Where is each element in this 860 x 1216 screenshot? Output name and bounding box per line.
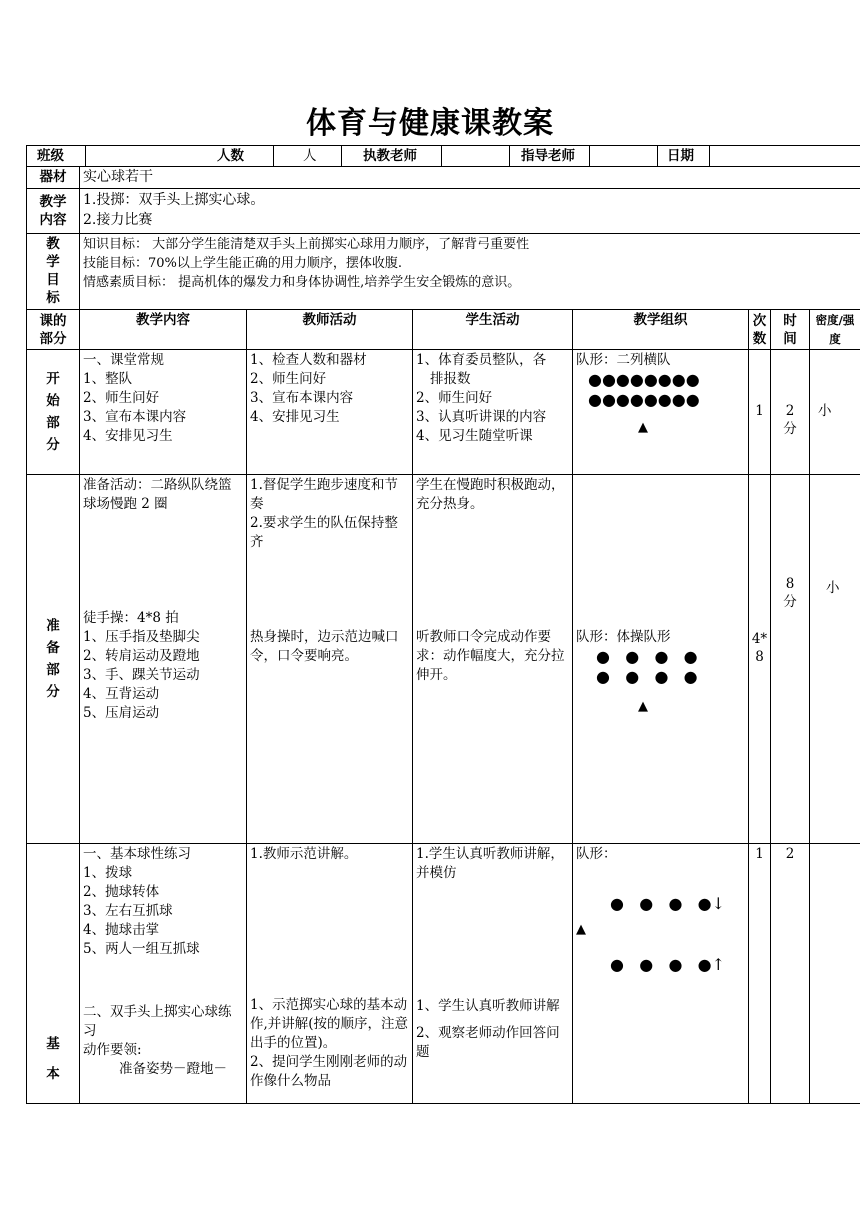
prep-org-row-2: ● ● ● ●	[596, 667, 698, 686]
start-content-1: 一、课堂常规	[83, 352, 164, 368]
basic-content-a-3: 2、抛球转体	[83, 884, 160, 900]
start-teacher-3: 3、宣布本课内容	[250, 390, 354, 406]
start-teacher-marker: ▲	[638, 420, 648, 435]
objective-skill: 技能目标：70%以上学生能正确的用力顺序，摆体收腹.	[83, 256, 403, 271]
start-student-3: 3、认真听讲课的内容	[416, 409, 547, 425]
prep-content-warmup: 准备活动：二路纵队绕篮球场慢跑 2 圈	[83, 477, 232, 512]
prep-content-b-5: 4、互背运动	[83, 686, 160, 702]
header-duration: 时间	[783, 312, 797, 347]
start-student-1b: 排报数	[430, 371, 471, 387]
objectives-row	[27, 234, 860, 310]
header-content: 教学内容	[80, 310, 247, 350]
prep-times: 4*8	[751, 631, 768, 665]
prep-student-b-1: 听教师口令完成动作要求：动作幅度大，充分拉伸开。	[416, 629, 565, 683]
basic-content-a-4: 3、左右互抓球	[83, 903, 173, 919]
basic-content-b-2: 动作要领:	[83, 1042, 142, 1058]
count-unit: 人	[303, 148, 317, 164]
start-teacher-4: 4、安排见习生	[250, 409, 340, 425]
start-teacher-1: 1、检查人数和器材	[250, 352, 367, 368]
equipment-value: 实心球若干	[80, 167, 860, 189]
prep-org-row-1: ● ● ● ●	[596, 647, 698, 666]
content-label: 教学内容	[39, 194, 67, 228]
content-item-2: 2.接力比赛	[83, 212, 153, 228]
section-basic-name: 基本	[46, 1036, 60, 1082]
basic-student-b-2: 2、观察老师动作回答问题	[416, 1025, 560, 1060]
start-org-row-1: ●●●●●●●●	[588, 370, 700, 389]
basic-duration: 2	[771, 844, 810, 1104]
header-intensity: 密度/强度	[815, 312, 855, 346]
equipment-row	[27, 167, 860, 189]
basic-content-a-5: 4、抛球击掌	[83, 922, 160, 938]
start-content-4: 3、宣布本课内容	[83, 409, 187, 425]
objective-emotion: 情感素质目标： 提高机体的爆发力和身体协调性,培养学生安全锻炼的意识。	[83, 275, 521, 290]
info-row	[27, 146, 860, 167]
header-student: 学生活动	[413, 310, 573, 350]
basic-teacher-a-1: 1.教师示范讲解。	[250, 846, 358, 862]
prep-teacher-b-1: 热身操时，边示范边喊口令，口令要响亮。	[250, 629, 399, 664]
prep-content-b-2: 1、压手指及垫脚尖	[83, 629, 200, 645]
start-student-1: 1、体育委员整队，各	[416, 352, 547, 368]
section-prep	[27, 475, 860, 844]
start-student-4: 4、见习生随堂听课	[416, 428, 533, 444]
prep-teacher-a-2: 2.要求学生的队伍保持整齐	[250, 515, 398, 550]
prep-teacher-marker: ▲	[638, 699, 648, 714]
basic-student-b-1: 1、学生认真听教师讲解	[416, 998, 560, 1014]
count-label: 人数	[217, 148, 244, 164]
basic-content-a-6: 5、两人一组互抓球	[83, 941, 200, 957]
start-content-2: 1、整队	[83, 371, 133, 387]
basic-content-b-3: 准备姿势－蹬地－	[119, 1061, 227, 1077]
prep-content-b-3: 2、转肩运动及蹬地	[83, 648, 200, 664]
start-org-row-2: ●●●●●●●●	[588, 390, 700, 409]
page-title: 体育与健康课教案	[306, 106, 554, 141]
section-start-name: 开始部分	[46, 371, 60, 453]
basic-content-a-1: 一、基本球性练习	[83, 846, 191, 862]
basic-teacher-b-2: 2、提问学生刚刚老师的动作像什么物品	[250, 1054, 408, 1089]
basic-times: 1	[749, 844, 771, 1104]
column-headers	[27, 310, 860, 350]
start-org-label: 队形：二列横队	[576, 352, 671, 368]
basic-teacher-marker: ▲	[576, 922, 586, 937]
prep-content-b-6: 5、压肩运动	[83, 705, 160, 721]
basic-org-label: 队形：	[576, 846, 617, 862]
start-duration: 2分	[783, 403, 797, 437]
prep-org-label: 队形：体操队形	[576, 629, 671, 645]
lesson-plan-table	[26, 145, 860, 1104]
header-organization: 教学组织	[573, 310, 749, 350]
basic-org-row-2: ● ● ● ●↑	[610, 955, 726, 974]
class-label: 班级	[37, 148, 64, 164]
header-times: 次数	[752, 312, 767, 347]
start-intensity: 小	[810, 350, 860, 475]
start-content-3: 2、师生问好	[83, 390, 160, 406]
section-prep-name: 准备部分	[46, 618, 60, 700]
prep-content-b-1: 徒手操：4*8 拍	[83, 610, 179, 626]
basic-content-a-2: 1、拨球	[83, 865, 133, 881]
start-student-2: 2、师生问好	[416, 390, 493, 406]
objectives-label: 教学目标	[46, 236, 60, 306]
basic-org-row-1: ● ● ● ●↓	[610, 894, 726, 913]
start-teacher-2: 2、师生问好	[250, 371, 327, 387]
section-start	[27, 350, 860, 475]
start-times: 1	[749, 350, 771, 475]
prep-student-a-1: 学生在慢跑时积极跑动，充分热身。	[416, 477, 565, 512]
prep-content-b-4: 3、手、踝关节运动	[83, 667, 200, 683]
start-content-5: 4、安排见习生	[83, 428, 173, 444]
teacher-label: 执教老师	[363, 148, 417, 164]
header-part: 课的部分	[39, 312, 67, 347]
prep-duration: 8分	[783, 576, 797, 610]
objective-knowledge: 知识目标： 大部分学生能清楚双手头上前掷实心球用力顺序，了解背弓重要性	[83, 237, 530, 252]
section-basic	[27, 844, 860, 1104]
content-row	[27, 189, 860, 234]
date-label: 日期	[667, 148, 694, 164]
prep-teacher-a-1: 1.督促学生跑步速度和节奏	[250, 477, 398, 512]
content-item-1: 1.投掷：双手头上掷实心球。	[83, 192, 265, 208]
basic-teacher-b-1: 1、示范掷实心球的基本动作,并讲解(按的顺序，注意出手的位置)。	[250, 997, 409, 1051]
equipment-label: 器材	[27, 167, 80, 189]
basic-content-b-1: 二、双手头上掷实心球练习	[83, 1004, 232, 1039]
mentor-label: 指导老师	[521, 148, 575, 164]
header-teacher: 教师活动	[247, 310, 413, 350]
basic-student-a-1: 1.学生认真听教师讲解，并模仿	[416, 846, 564, 881]
prep-intensity: 小	[810, 475, 860, 844]
